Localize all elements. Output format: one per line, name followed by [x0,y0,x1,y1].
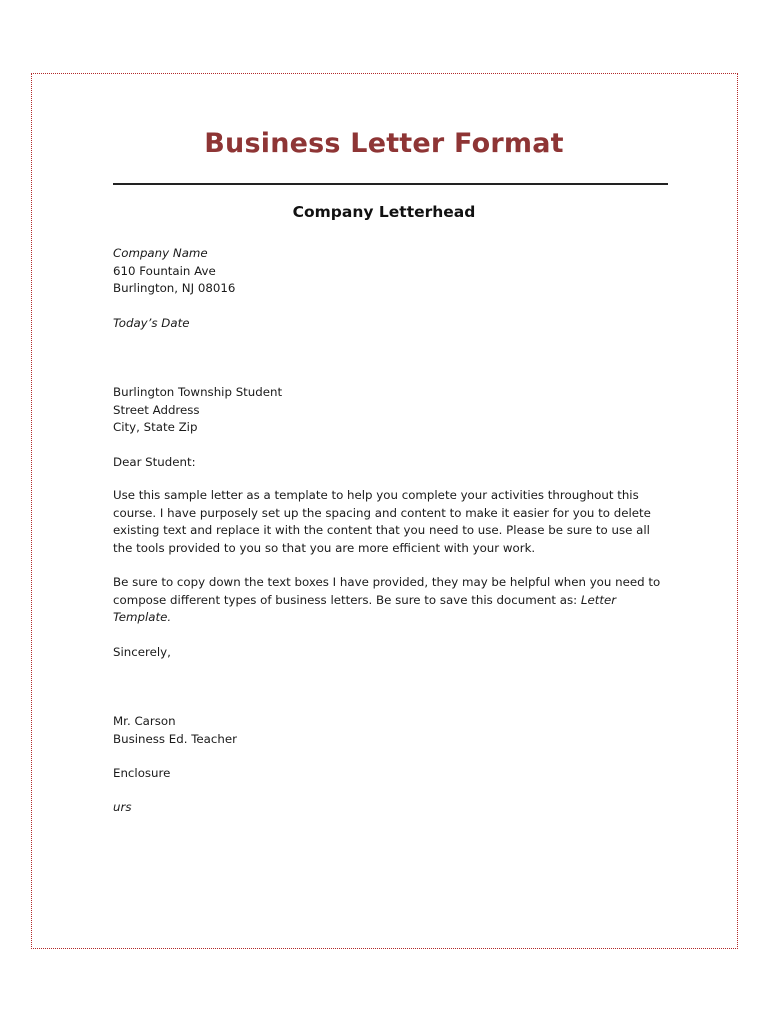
paragraph-2-filename: Letter Template. [113,592,617,624]
enclosure-notation: Enclosure [113,766,171,780]
recipient-name: Burlington Township Student [113,385,283,399]
closing: Sincerely, [113,645,171,659]
sender-street: 610 Fountain Ave [113,263,216,278]
salutation-block [113,454,673,472]
signature-block [113,713,673,748]
closing-block [113,644,673,662]
salutation: Dear Student: [113,455,196,469]
letter-date: Today’s Date [113,316,190,330]
body-paragraph-2 [113,574,673,627]
sender-company-name: Company Name [113,246,208,260]
document-title: Business Letter Format [204,128,564,159]
recipient-city-state-zip: City, State Zip [113,420,198,434]
signer-title: Business Ed. Teacher [113,731,237,746]
letterhead-heading: Company Letterhead [292,203,476,221]
sender-address-block [113,245,673,298]
enclosure-block [113,765,673,783]
recipient-street: Street Address [113,402,200,417]
signer-name: Mr. Carson [113,714,176,728]
paragraph-1-text: Use this sample letter as a template to help you complete your activities throughout this course. I have purposely set up the spacing and content to make it easier for you to delete existing text and replace it with the content that you need to use. Please be sure to use all the tools provided to you so that you are more efficient with your work. [113,488,651,555]
date-block [113,315,673,333]
reference-initials: urs [113,800,132,814]
title-divider [113,183,668,185]
paragraph-2 [113,574,673,627]
recipient-address-block [113,384,673,437]
initials-block [113,799,673,817]
sender-city-state-zip: Burlington, NJ 08016 [113,281,236,295]
paragraph-2-text: Be sure to copy down the text boxes I have provided, they may be helpful when you need to compose different types of business letters. Be sure to save this document as: [113,575,661,607]
body-paragraph-1 [113,487,673,557]
